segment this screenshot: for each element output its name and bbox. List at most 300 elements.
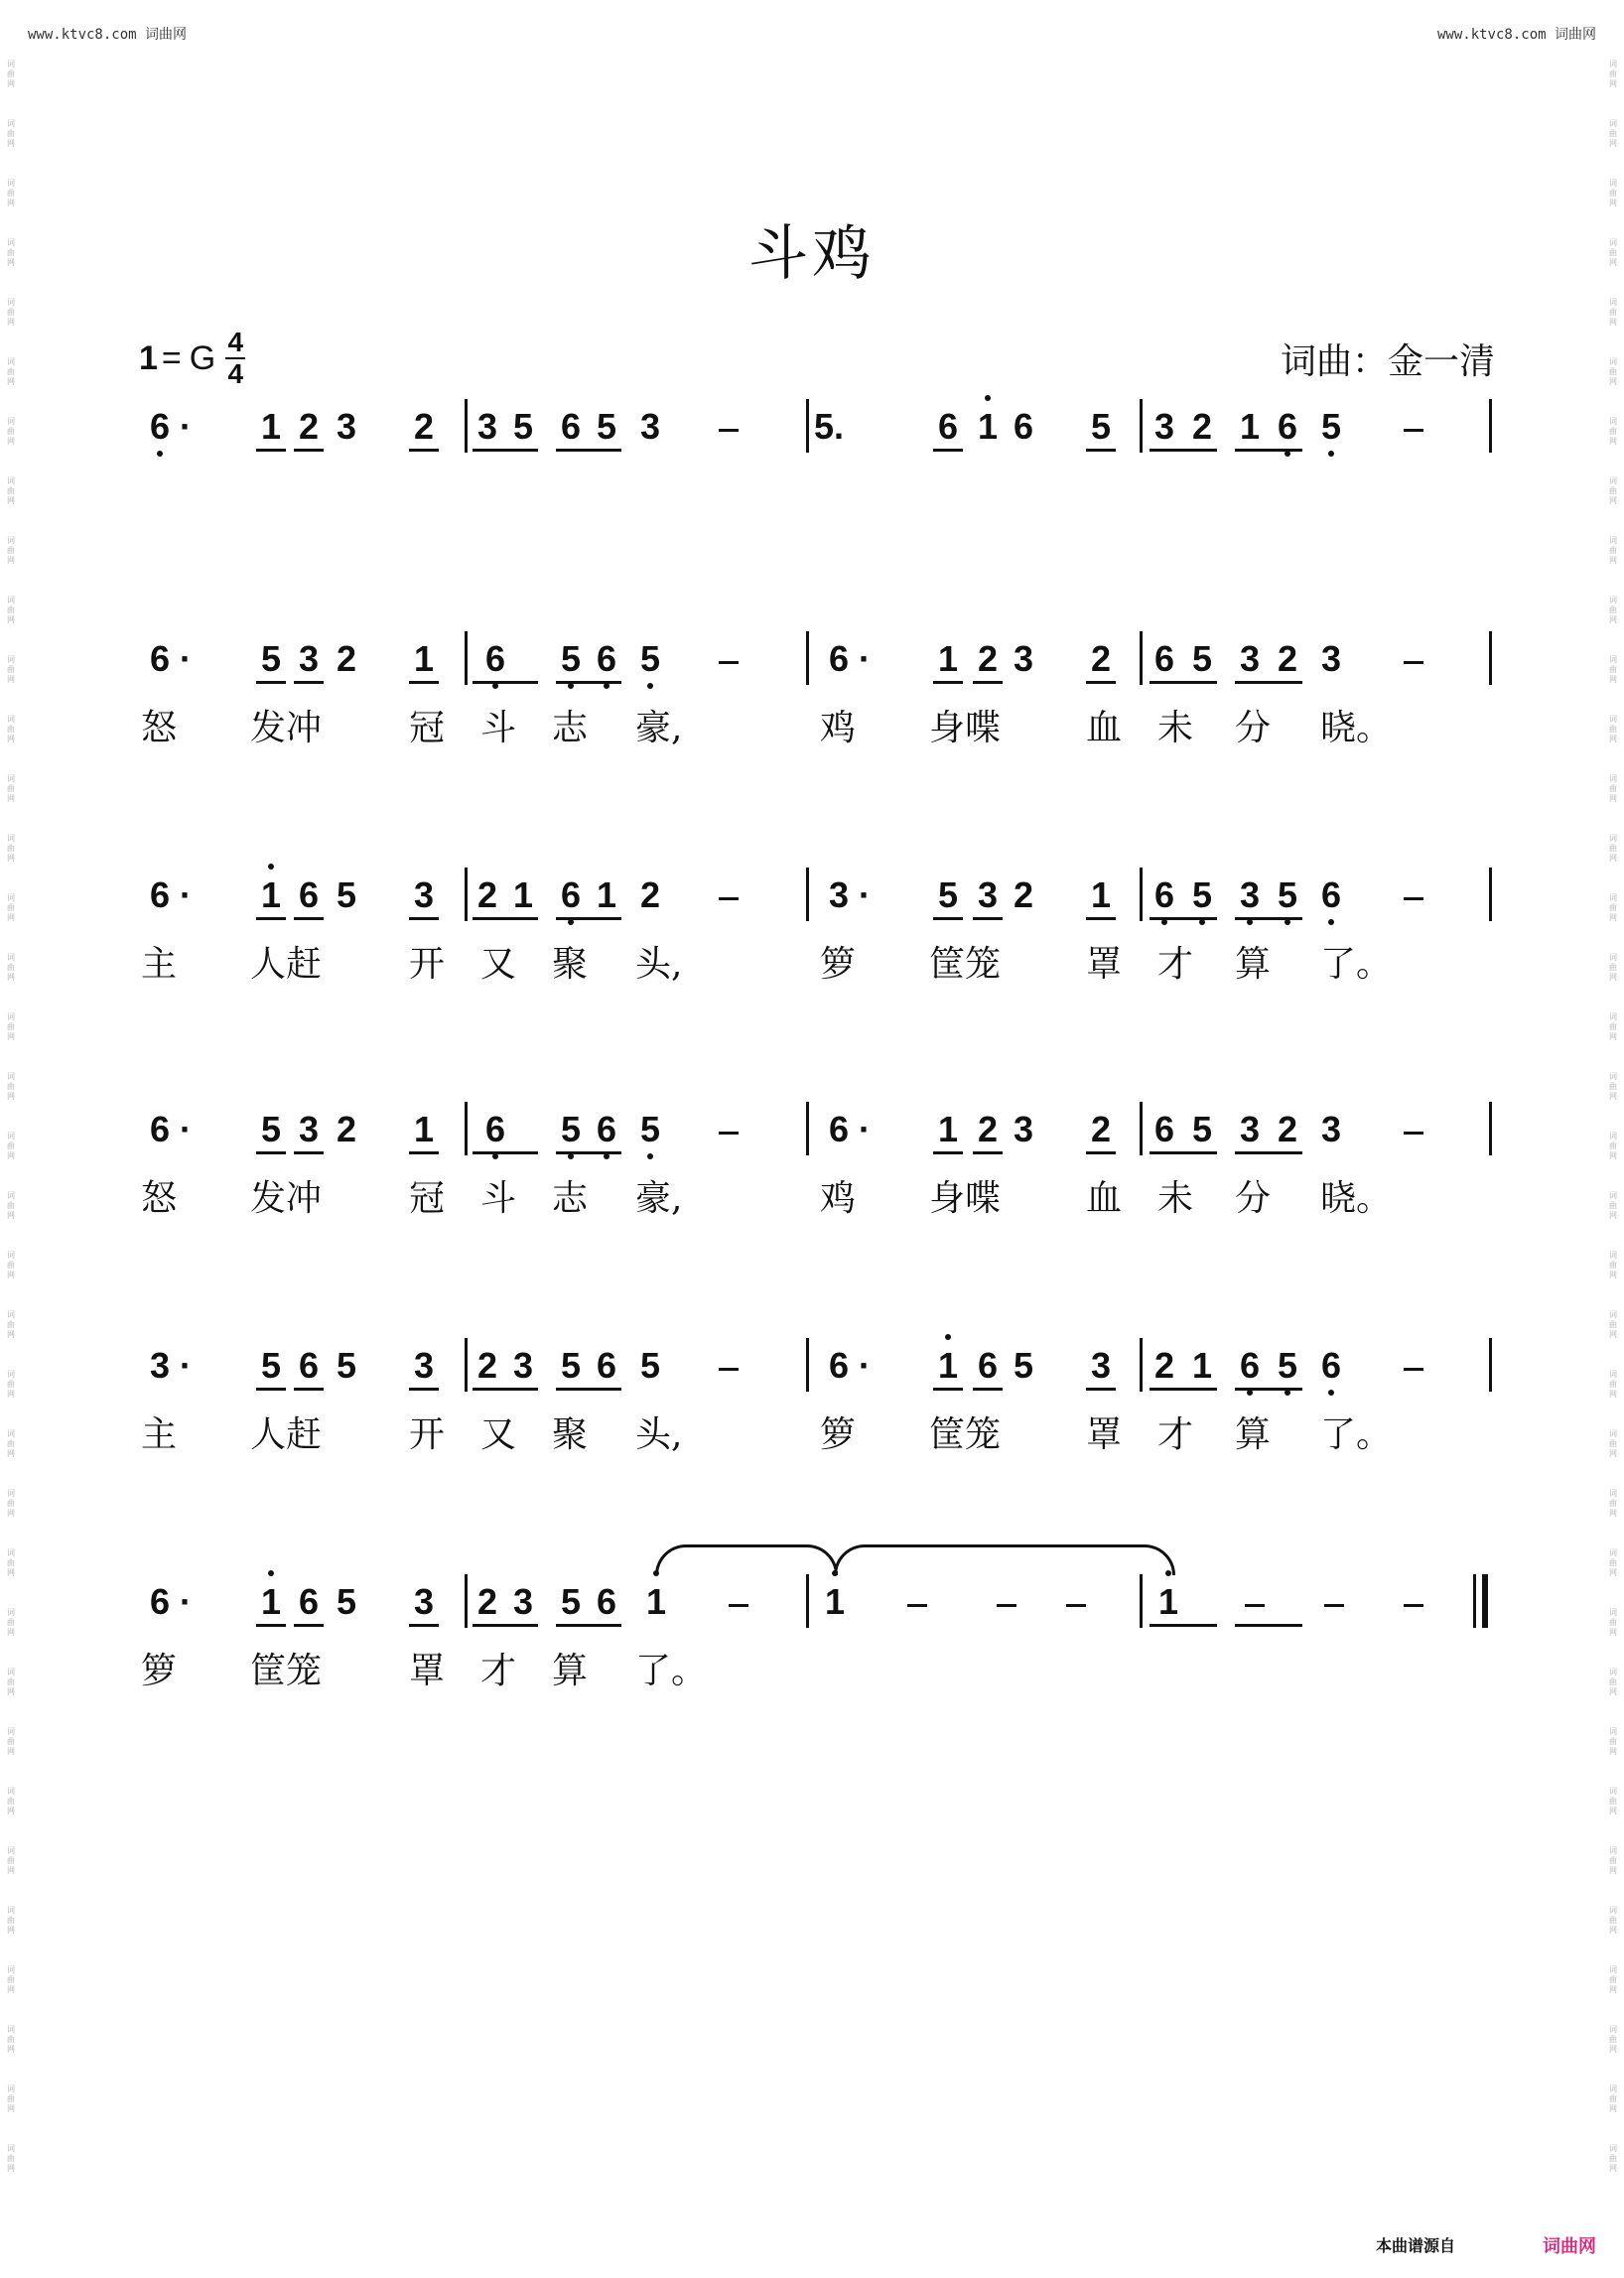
note: · <box>859 638 871 679</box>
lyric-word: 晓。 <box>1320 708 1393 748</box>
underline-beam <box>256 1151 286 1154</box>
watermark-mark: 词 曲 网 <box>7 179 15 207</box>
watermark-mark: 词 曲 网 <box>1609 2025 1617 2054</box>
dash-mark <box>719 1368 739 1371</box>
note: 5 <box>937 874 959 915</box>
note: 2 <box>298 406 320 447</box>
underline-beam <box>1086 917 1116 920</box>
note: · <box>180 638 192 679</box>
key-equals: = <box>161 338 182 377</box>
watermark-mark: 词 曲 网 <box>1609 357 1617 386</box>
barline <box>465 1574 468 1628</box>
dash-mark <box>997 1604 1016 1607</box>
note: 6 <box>828 638 850 679</box>
underline-beam <box>933 1388 963 1391</box>
dash-mark <box>1066 1604 1086 1607</box>
barline <box>1489 1102 1492 1155</box>
note: 6 <box>560 406 582 447</box>
note: 2 <box>476 1581 498 1622</box>
tie-arc <box>834 1544 1175 1575</box>
underline-beam <box>473 1624 538 1627</box>
note: · <box>180 1581 192 1622</box>
watermark-mark: 词 曲 网 <box>1609 298 1617 327</box>
lyric-word: 了。 <box>1320 944 1393 985</box>
watermark-mark: 词 曲 网 <box>7 2144 15 2173</box>
note: 3 <box>1320 638 1342 679</box>
underline-beam <box>409 449 439 452</box>
note: 5. <box>814 406 845 447</box>
lyrics-row <box>0 707 1624 756</box>
watermark-mark: 词 曲 网 <box>1609 238 1617 267</box>
watermark-mark: 词 曲 网 <box>1609 1668 1617 1696</box>
lyric-word: 筐笼 <box>929 1414 1002 1455</box>
note: · <box>859 874 871 915</box>
note: 1 <box>413 638 435 679</box>
underline-beam <box>1086 1151 1116 1154</box>
underline-beam <box>294 681 324 684</box>
note: 1 <box>1090 874 1112 915</box>
note: 3 <box>413 874 435 915</box>
note: 3 <box>336 406 357 447</box>
note: 6 <box>298 874 320 915</box>
watermark-mark: 词 曲 网 <box>1609 1548 1617 1577</box>
note: 5 <box>556 1108 586 1151</box>
underline-beam <box>1150 681 1217 684</box>
underline-beam <box>1150 1388 1217 1391</box>
watermark-mark: 词 曲 网 <box>7 1012 15 1041</box>
notes-row <box>0 1344 1624 1413</box>
underline-beam <box>294 917 324 920</box>
lyrics-row <box>0 1177 1624 1227</box>
note: 6 <box>977 1345 999 1386</box>
barline <box>465 1102 468 1155</box>
note: · <box>859 1109 871 1149</box>
watermark-mark: 词 曲 网 <box>1609 536 1617 565</box>
underline-beam <box>409 1151 439 1154</box>
note: 3 <box>828 874 850 915</box>
octave-dot-low <box>647 1153 653 1159</box>
note: 1 <box>937 638 959 679</box>
lyric-word: 箩 <box>820 1414 857 1455</box>
watermark-mark: 词 曲 网 <box>7 1846 15 1875</box>
note: 3 <box>1239 638 1261 679</box>
watermark-mark: 词 曲 网 <box>7 774 15 803</box>
note: 3 <box>1090 1345 1112 1386</box>
note: 2 <box>1090 638 1112 679</box>
watermark-mark: 词 曲 网 <box>7 596 15 624</box>
watermark-mark: 词 曲 网 <box>1609 2144 1617 2173</box>
dash-mark <box>1404 1368 1423 1371</box>
note: 3 <box>977 874 999 915</box>
underline-beam <box>556 917 621 920</box>
lyric-word: 人赶 <box>250 944 323 985</box>
note: 2 <box>977 1109 999 1149</box>
note: 3 <box>476 406 498 447</box>
octave-dot-low <box>1328 451 1334 457</box>
note: 3 <box>298 638 320 679</box>
watermark-mark: 词 曲 网 <box>7 2025 15 2054</box>
watermark-mark: 词 曲 网 <box>7 119 15 148</box>
barline <box>1140 868 1143 921</box>
watermark-mark: 词 曲 网 <box>1609 834 1617 863</box>
underline-beam <box>256 917 286 920</box>
lyric-word: 开 <box>409 1414 446 1455</box>
watermark-mark: 词 曲 网 <box>7 1191 15 1220</box>
dash-mark <box>1404 897 1423 900</box>
lyric-word: 罩 <box>1086 944 1123 985</box>
lyric-word: 冠 <box>409 1178 446 1219</box>
note: 5 <box>512 406 534 447</box>
header-site-left: www.ktvc8.com 词曲网 <box>28 27 188 43</box>
underline-beam <box>1150 449 1217 452</box>
lyric-word: 晓。 <box>1320 1178 1393 1219</box>
notes-row <box>0 637 1624 707</box>
underline-beam <box>473 449 538 452</box>
note: 3 <box>298 1109 320 1149</box>
note: 2 <box>336 638 357 679</box>
watermark-mark: 词 曲 网 <box>1609 715 1617 743</box>
note: 6 <box>592 1108 621 1151</box>
note: 6 <box>596 1345 617 1386</box>
underline-beam <box>556 1151 621 1154</box>
watermark-mark: 词 曲 网 <box>1609 596 1617 624</box>
octave-dot-high <box>268 864 274 870</box>
note: 2 <box>476 874 498 915</box>
underline-beam <box>1235 681 1302 684</box>
note: 3 <box>512 1581 534 1622</box>
lyric-word: 才 <box>1157 944 1194 985</box>
note: 6 <box>149 874 171 915</box>
note: 5 <box>1273 873 1302 917</box>
watermark-mark: 词 曲 网 <box>7 655 15 684</box>
lyric-word: 怒 <box>141 708 178 748</box>
octave-dot-low <box>1328 919 1334 925</box>
note: 1 <box>820 1580 850 1624</box>
lyric-word: 人赶 <box>250 1414 323 1455</box>
underline-beam <box>294 1624 324 1627</box>
meter-top: 4 <box>227 327 244 357</box>
watermark-mark: 词 曲 网 <box>1609 893 1617 922</box>
note: 5 <box>260 1109 282 1149</box>
final-barline <box>1482 1574 1488 1628</box>
footer-site: 词曲网 <box>1543 2236 1596 2256</box>
underline-beam <box>1086 1388 1116 1391</box>
note: 2 <box>977 638 999 679</box>
watermark-mark: 词 曲 网 <box>7 1608 15 1637</box>
underline-beam <box>1235 1151 1302 1154</box>
lyric-word: 志 <box>552 1178 589 1219</box>
barline <box>1489 1338 1492 1392</box>
note: 3 <box>1235 873 1265 917</box>
note: 3 <box>149 1345 171 1386</box>
note: 2 <box>1013 874 1034 915</box>
note: 5 <box>336 1581 357 1622</box>
underline-beam <box>294 1388 324 1391</box>
underline-beam <box>1150 917 1217 920</box>
watermark-mark: 词 曲 网 <box>7 953 15 982</box>
watermark-mark: 词 曲 网 <box>7 536 15 565</box>
watermark-mark: 词 曲 网 <box>1609 119 1617 148</box>
note: 5 <box>556 637 586 681</box>
watermark-mark: 词 曲 网 <box>1609 1906 1617 1935</box>
watermark-mark: 词 曲 网 <box>7 893 15 922</box>
watermark-mark: 词 曲 网 <box>1609 774 1617 803</box>
note: 5 <box>596 406 617 447</box>
note: 6 <box>1316 1344 1346 1388</box>
barline <box>1489 399 1492 453</box>
watermark-mark: 词 曲 网 <box>1609 1846 1617 1875</box>
barline <box>465 868 468 921</box>
underline-beam <box>473 681 538 684</box>
lyric-word: 箩 <box>141 1651 178 1691</box>
underline-beam <box>409 917 439 920</box>
note: 6 <box>1273 405 1302 449</box>
note: 5 <box>1191 1109 1213 1149</box>
barline <box>1140 399 1143 453</box>
notes-row <box>0 405 1624 474</box>
underline-beam <box>1086 681 1116 684</box>
note: 6 <box>828 1345 850 1386</box>
note: 3 <box>1013 1109 1034 1149</box>
watermark-mark: 词 曲 网 <box>1609 1965 1617 1994</box>
dash-mark <box>719 897 739 900</box>
barline <box>1140 631 1143 685</box>
lyric-word: 斗 <box>480 708 517 748</box>
lyric-word: 才 <box>1157 1414 1194 1455</box>
underline-beam <box>1235 449 1302 452</box>
watermark-mark: 词 曲 网 <box>7 1251 15 1279</box>
watermark-mark: 词 曲 网 <box>7 1965 15 1994</box>
watermark-mark: 词 曲 网 <box>1609 60 1617 88</box>
underline-beam <box>409 681 439 684</box>
note: · <box>180 1109 192 1149</box>
note: 1 <box>1191 1345 1213 1386</box>
watermark-mark: 词 曲 网 <box>1609 953 1617 982</box>
lyric-word: 箩 <box>820 944 857 985</box>
dash-mark <box>1404 661 1423 664</box>
watermark-mark: 词 曲 网 <box>7 834 15 863</box>
watermark-mark: 词 曲 网 <box>1609 1072 1617 1101</box>
note: 1 <box>413 1109 435 1149</box>
underline-beam <box>473 917 538 920</box>
note: · <box>859 1345 871 1386</box>
dash-mark <box>1404 429 1423 432</box>
note: 2 <box>476 1345 498 1386</box>
underline-beam <box>933 917 963 920</box>
lyric-word: 算 <box>1235 944 1272 985</box>
underline-beam <box>1235 917 1302 920</box>
lyric-word: 鸡 <box>820 708 857 748</box>
watermark-mark: 词 曲 网 <box>7 298 15 327</box>
barline <box>806 1574 809 1628</box>
underline-beam <box>973 1388 1003 1391</box>
underline-beam <box>256 449 286 452</box>
lyric-word: 发冲 <box>250 708 323 748</box>
watermark-mark: 词 曲 网 <box>7 1489 15 1518</box>
note: 5 <box>639 1345 661 1386</box>
barline <box>465 399 468 453</box>
note: 3 <box>413 1581 435 1622</box>
watermark-mark: 词 曲 网 <box>1609 179 1617 207</box>
lyric-word: 分 <box>1235 708 1272 748</box>
note: 3 <box>413 1345 435 1386</box>
lyric-word: 志 <box>552 708 589 748</box>
lyric-word: 主 <box>141 1414 178 1455</box>
note: · <box>180 874 192 915</box>
watermark-mark: 词 曲 网 <box>7 476 15 505</box>
underline-beam <box>1150 1624 1217 1627</box>
note: 2 <box>413 406 435 447</box>
note: 6 <box>480 637 510 681</box>
note: 1 <box>596 874 617 915</box>
note: 6 <box>1316 873 1346 917</box>
watermark-mark: 词 曲 网 <box>1609 476 1617 505</box>
barline <box>806 868 809 921</box>
lyric-word: 分 <box>1235 1178 1272 1219</box>
key-tonic: 1 <box>139 338 158 377</box>
underline-beam <box>473 1388 538 1391</box>
dash-mark <box>907 1604 927 1607</box>
header-site-right: www.ktvc8.com 词曲网 <box>1436 27 1596 43</box>
underline-beam <box>294 1151 324 1154</box>
note: 6 <box>937 406 959 447</box>
octave-dot-high <box>268 1570 274 1576</box>
lyric-word: 了。 <box>1320 1414 1393 1455</box>
note: 5 <box>560 1581 582 1622</box>
lyric-word: 豪, <box>635 1178 683 1219</box>
watermark-mark: 词 曲 网 <box>1609 1608 1617 1637</box>
note: 5 <box>635 637 665 681</box>
key-name: G <box>189 338 216 377</box>
notes-row <box>0 1108 1624 1177</box>
dash-mark <box>1245 1604 1265 1607</box>
lyric-word: 冠 <box>409 708 446 748</box>
watermark-mark: 词 曲 网 <box>1609 2084 1617 2113</box>
dash-mark <box>729 1604 748 1607</box>
note: 2 <box>336 1109 357 1149</box>
lyrics-row <box>0 1413 1624 1463</box>
note: 1 <box>1153 1580 1183 1624</box>
watermark-mark: 词 曲 网 <box>7 2084 15 2113</box>
underline-beam <box>973 1151 1003 1154</box>
note: 1 <box>256 873 286 917</box>
dash-mark <box>719 1132 739 1135</box>
lyric-word: 罩 <box>1086 1414 1123 1455</box>
underline-beam <box>256 1388 286 1391</box>
barline <box>1140 1574 1143 1628</box>
lyric-word: 发冲 <box>250 1178 323 1219</box>
watermark-mark: 词 曲 网 <box>7 1906 15 1935</box>
watermark-mark: 词 曲 网 <box>7 1668 15 1696</box>
underline-beam <box>973 681 1003 684</box>
note: 6 <box>1013 406 1034 447</box>
song-title: 斗鸡 <box>748 219 876 289</box>
underline-beam <box>973 917 1003 920</box>
lyric-word: 头, <box>635 944 683 985</box>
lyric-word: 开 <box>409 944 446 985</box>
octave-dot-low <box>647 683 653 689</box>
note: 2 <box>1153 1345 1175 1386</box>
key-signature <box>139 328 245 389</box>
time-signature <box>225 328 245 389</box>
watermark-mark: 词 曲 网 <box>7 1310 15 1339</box>
lyric-word: 聚 <box>552 944 589 985</box>
underline-beam <box>933 681 963 684</box>
lyric-word: 豪, <box>635 708 683 748</box>
watermark-mark: 词 曲 网 <box>7 238 15 267</box>
underline-beam <box>1150 1151 1217 1154</box>
note: 5 <box>560 1345 582 1386</box>
barline <box>1489 868 1492 921</box>
dash-mark <box>719 429 739 432</box>
barline <box>1140 1102 1143 1155</box>
watermark-mark: 词 曲 网 <box>7 1548 15 1577</box>
watermark-mark: 词 曲 网 <box>1609 1012 1617 1041</box>
lyric-word: 才 <box>480 1651 517 1691</box>
octave-dot-low <box>1328 1390 1334 1396</box>
lyric-word: 又 <box>480 944 517 985</box>
watermark-mark: 词 曲 网 <box>1609 1429 1617 1458</box>
watermark-mark: 词 曲 网 <box>7 715 15 743</box>
dash-mark <box>1404 1604 1423 1607</box>
watermark-mark: 词 曲 网 <box>1609 1310 1617 1339</box>
note: 3 <box>1153 406 1175 447</box>
lyric-word: 又 <box>480 1414 517 1455</box>
note: 3 <box>639 406 661 447</box>
barline <box>806 631 809 685</box>
barline <box>806 1102 809 1155</box>
watermark-mark: 词 曲 网 <box>7 60 15 88</box>
note: 6 <box>298 1345 320 1386</box>
note: 6 <box>145 405 175 449</box>
underline-beam <box>473 1151 538 1154</box>
footer-source: 本曲谱源自 <box>1375 2238 1455 2255</box>
note: 6 <box>1153 638 1175 679</box>
note: 3 <box>1013 638 1034 679</box>
underline-beam <box>556 449 621 452</box>
barline <box>1140 1338 1143 1392</box>
lyric-word: 血 <box>1086 1178 1123 1219</box>
underline-beam <box>294 449 324 452</box>
note: 5 <box>1013 1345 1034 1386</box>
note: 1 <box>256 1580 286 1624</box>
barline <box>465 631 468 685</box>
lyric-word: 主 <box>141 944 178 985</box>
lyric-word: 筐笼 <box>929 944 1002 985</box>
barline <box>806 1338 809 1392</box>
note: 6 <box>480 1108 510 1151</box>
note: 6 <box>556 873 586 917</box>
note: 5 <box>1187 873 1217 917</box>
note: 5 <box>635 1108 665 1151</box>
barline <box>1489 631 1492 685</box>
note: 6 <box>1153 1109 1175 1149</box>
underline-beam <box>556 681 621 684</box>
note: 6 <box>149 638 171 679</box>
watermark-mark: 词 曲 网 <box>1609 655 1617 684</box>
lyric-word: 算 <box>1235 1414 1272 1455</box>
lyric-word: 聚 <box>552 1414 589 1455</box>
note: 2 <box>1277 1109 1298 1149</box>
lyric-word: 头, <box>635 1414 683 1455</box>
note: 1 <box>933 1344 963 1388</box>
note: 3 <box>1320 1109 1342 1149</box>
barline <box>465 1338 468 1392</box>
note: 2 <box>1191 406 1213 447</box>
underline-beam <box>556 1624 621 1627</box>
note: · <box>180 1345 192 1386</box>
note: 6 <box>828 1109 850 1149</box>
